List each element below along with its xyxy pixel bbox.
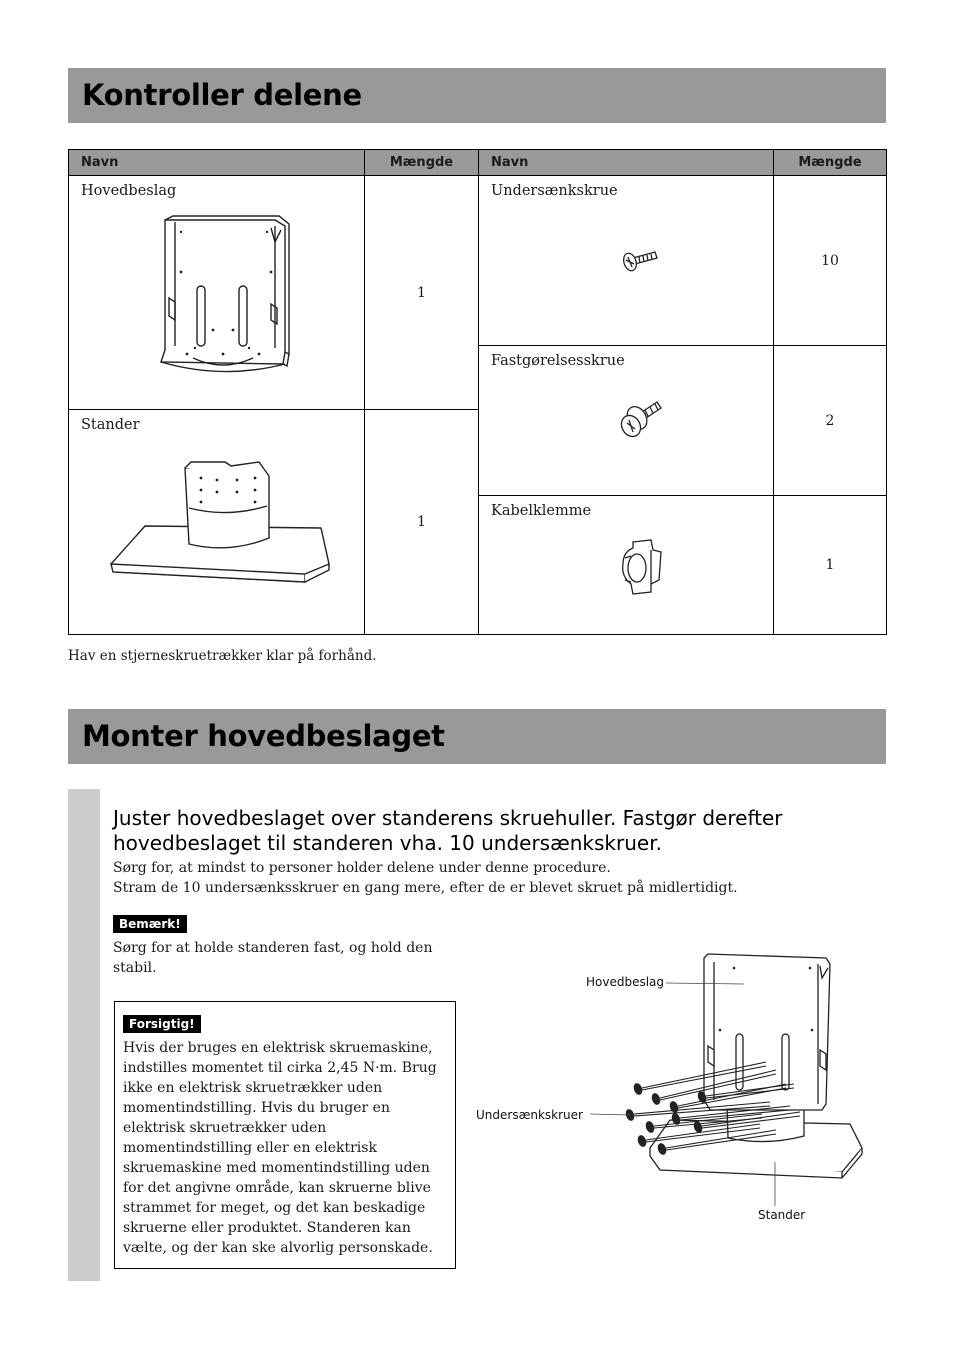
note-text: Sørg for at holde standeren fast, og hold den stabil. [113,940,433,976]
column-header-quantity: Mængde [774,150,887,176]
section-header-check-parts [68,68,886,123]
section-title: Monter hovedbeslaget [82,719,445,753]
table-row [479,346,887,496]
part-cell [69,176,365,410]
section-title: Kontroller delene [82,78,362,112]
parts-table-right [478,149,887,635]
main-bracket-icon [153,212,293,378]
step-heading: Juster hovedbeslaget over standerens skruehuller. Fastgør derefter hovedbeslaget til standeren vha. 10 undersænkskruer. [113,806,783,855]
caution-label: Forsigtig! [123,1015,201,1033]
label-main-bracket: Hovedbeslag [586,975,665,989]
part-name: Fastgørelsesskrue [491,353,625,369]
part-quantity: 1 [774,496,887,635]
fixing-screw-icon [617,396,667,444]
step-bar [68,789,100,1281]
table-row [479,176,887,346]
part-name: Stander [81,417,140,433]
step-instruction-2: Stram de 10 undersænksskruer en gang mere, efter de er blevet skruet på midlertidigt. [113,880,738,896]
part-cell [479,346,774,496]
table-row [479,496,887,635]
footnote: Hav en stjerneskruetrækker klar på forhånd. [68,648,377,664]
caution-box [114,1001,456,1269]
stand-icon [109,458,335,592]
note-block [113,913,187,933]
step-instruction-1: Sørg for, at mindst to personer holder delene under denne procedure. [113,860,611,876]
part-quantity: 1 [365,176,479,410]
cable-clamp-icon [615,536,665,600]
part-quantity: 10 [774,176,887,346]
countersunk-screw-icon [619,246,659,276]
part-quantity: 1 [365,410,479,635]
caution-text: Hvis der bruges en elektrisk skruemaskine, indstilles momentet til cirka 2,45 N·m. Brug ikke en elektrisk skruetrækker uden momentindstilling. Hvis du bruger en elektrisk skruetrækker uden momentindstilling eller en elektrisk skruemaskine med momentindstilling uden for det angivne område, kan skruerne blive strammet for meget, og det kan beskadige skruerne eller produktet. Standeren kan vælte, og der kan ske alvorlig personskade. [123,1040,437,1256]
column-header-quantity: Mængde [365,150,479,176]
part-cell [479,496,774,635]
part-cell [479,176,774,346]
section-header-mount-bracket [68,709,886,764]
column-header-name: Navn [479,150,774,176]
part-name: Kabelklemme [491,503,592,519]
table-row [69,410,479,635]
part-name: Hovedbeslag [81,183,177,199]
assembly-diagram [470,950,880,1230]
parts-table-left [68,149,479,635]
part-cell [69,410,365,635]
table-row [69,176,479,410]
part-name: Undersænkskrue [491,183,618,199]
column-header-name: Navn [69,150,365,176]
label-stand: Stander [758,1208,806,1222]
part-quantity: 2 [774,346,887,496]
note-label: Bemærk! [113,915,187,933]
label-countersunk-screws: Undersænkskruer [476,1108,583,1122]
